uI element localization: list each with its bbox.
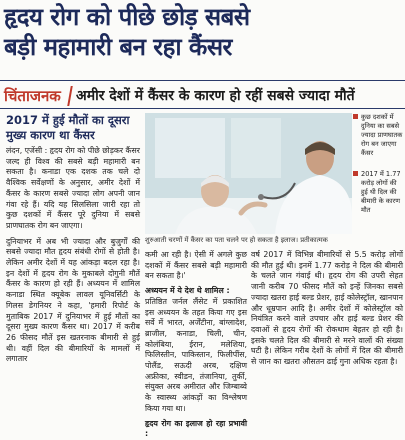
kicker-bar (0, 84, 405, 109)
paragraph: लंदन, एजेंसी : हृदय रोग को पीछे छोड़कर कैंसर जल्द ही विश्व की सबसे बड़ी महामारी बन सकता है। कनाडा एक दशक तक चले दो वैश्विक सर्वेक्षणों के अनुसार, अमीर देशों में कैंसर के कारण सबसे ज्यादा लोग अपनी जान गंवा रहे हैं। यदि यह सिलसिला जारी रहा तो कुछ दशकों में कैंसर पूरे दुनिया में सबसे प्राणघातक रोग बन जाएगा। (6, 146, 140, 230)
headline (4, 2, 402, 62)
photo-caption: शुरुआती चरणों में कैंसर का पता चलने पर हो सकता है इलाज। प्रतीकात्मक (145, 236, 328, 244)
section-heading: हृदय रोग का इलाज हो रहा प्रभावी : (145, 418, 247, 439)
paragraph: कमी आ रही है। ऐसी में अगले कुछ दशकों में कैंसर सबसे बड़ी महामारी बन सकता है।' (145, 250, 247, 281)
paragraph: प्रतिष्ठित जर्नल लैंसेट में प्रकाशित इस अध्ययन के तहत किया गए इस सर्वे में भारत, अर्जेंटीना, बांग्लादेश, ब्राजील, कनाडा, चिली, चीन, कोलंबिया, ईरान, मलेशिया, फिलिस्तीन, पाकिस्तान, फिलीपींस, पोलैंड, सऊदी अरब, दक्षिण अफ्रीका, स्वीडन, तंजानिया, तुर्की, संयुक्त अरब अमीरात और जिम्बाब्वे के स्वास्थ्य आंकड़ों का विश्लेषण किया गया था। (145, 296, 247, 413)
highlight-item (353, 170, 403, 215)
highlight-text: 2017 में 1.77 करोड़ लोगों की हुई थी दिल की बीमारी के कारण मौत (361, 170, 401, 214)
article-column-3 (251, 250, 403, 368)
kicker-separator (67, 86, 73, 106)
subheadline: 2017 में हुई मौतों का दूसरा मुख्य कारण था कैंसर (6, 113, 130, 142)
highlight-text: कुछ दशकों में दुनिया का सबसे ज्यादा प्राणघातक रोग बन जाएगा कैंसर (361, 113, 403, 157)
doctor-patient-illustration (145, 113, 352, 234)
bullet-square-icon (353, 114, 358, 119)
paragraph: वर्ष 2017 में विभिन्न बीमारियों से 5.5 करोड़ लोगों की मौत हुई थी। इनमें 1.77 करोड़ ने दिल की बीमारी के चलते जान गंवाई थी। हृदय रोग की उपरी सेहत जानी करीब 70 फीसद मौतें को इन्हें जिनका सबसे ज्यादा खतरा हाई बल्ड प्रेशर, हाई कोलेस्ट्रॉल, खानपान और धूम्रपान आदि है। अमीर देशों में कोलेस्ट्रॉल को नियंत्रित करने वाले उपचार और हाई बल्ड प्रेशर की दवाओं से हृदय रोगों की रोकथाम बेहतर हो रही है। इसके चलते दिल की बीमारी से मरने वालों की संख्या घटी है। लेकिन गरीब देशों के लोगों में दिल की बीमारी से जान का खतरा औसतन ढाई गुना अधिक रहता है। (251, 250, 403, 367)
kicker-label: चिंताजनक (4, 87, 61, 105)
highlight-item (353, 113, 403, 158)
article-photo (145, 113, 352, 234)
section-heading: अध्ययन में ये देश थे शामिल : (145, 286, 230, 296)
headline-line-1: हृदय रोग को पीछे छोड़ सबसे (4, 3, 250, 31)
bullet-square-icon (353, 171, 358, 176)
headline-line-2: बड़ी महामारी बन रहा कैंसर (4, 33, 232, 61)
article-column-1 (6, 146, 140, 365)
highlights-sidebar (353, 113, 403, 215)
article-column-2 (145, 250, 247, 440)
headline-rule (0, 80, 405, 81)
kicker-text: अमीर देशों में कैंसर के कारण हो रहीं सबसे ज्यादा मौतें (76, 88, 355, 104)
paragraph: दुनियाभर में अब भी ज्यादा और बुजुर्गों की सबसे ज्यादा मौत हृदय संबंधी रोगों से होती है। लेकिन अमीर देशों में यह आंकड़ा बदल रहा है। इन देशों में हृदय रोग के मुकाबले दोगुनी मौतें कैंसर के कारण हो रही हैं। अध्ययन में शामिल कनाडा स्थित क्यूबेक लावल यूनिवर्सिटी के गिलस डेगनियर ने कहा, 'हमारी रिपोर्ट के मुताबिक 2017 में दुनियाभर में हुई मौतों का दूसरा मुख्य कारण कैंसर था। 2017 में करीब 26 फीसद मौतें इस खतरनाक बीमारी से हुई थी। वहीं दिल की बीमारियों के मामलों में लगातार (6, 236, 140, 364)
